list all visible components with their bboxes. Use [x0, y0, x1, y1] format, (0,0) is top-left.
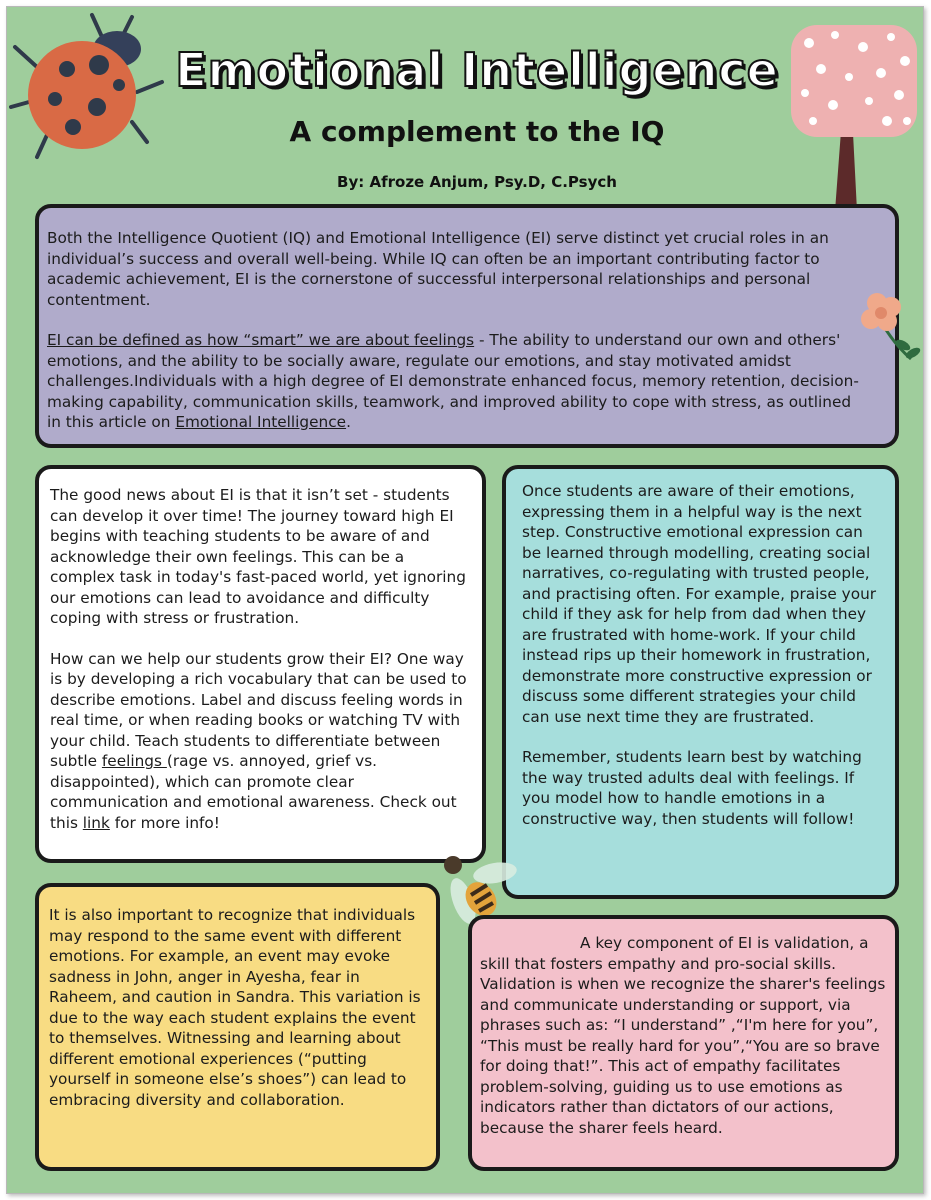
expression-paragraph: Once students are aware of their emotions, expressing them in a helpful way is the next step. Constructive emotional expression can be learned through modelling, creating social narratives, co-regulating with trusted people, and practising often. For example, praise your child if they ask for help from dad when they are frustrated with home-work. If your child instead rips up their homework in frustration, demonstrate more constructive expression or discuss some different strategies your child can use next time they are frustrated. — [522, 482, 877, 726]
intro-definition-paragraph: EI can be defined as how “smart” we are about feelings - The ability to understand our own and others' emotions, and the ability to be socially aware, regulate our emotions, and stay motivated amidst challenges.Individuals with a high degree of EI demonstrate enhanced focus, memory retention, decision-making capability, communication skills, teamwork, and improved ability to cope with stress, as outlined in this article on Emotional Intelligence. — [47, 331, 859, 431]
page-subtitle: A complement to the IQ — [289, 115, 665, 148]
feelings-link[interactable]: feelings — [101, 752, 167, 770]
different-emotions-box — [35, 883, 440, 1171]
different-emotions-paragraph: It is also important to recognize that individuals may respond to the same event with different emotions. For example, an event may evoke sadness in John, anger in Ayesha, fear in Raheem, and caution in Sandra. This variation is due to the way each student explains the event to themselves. Witnessing and learning about different emotional experiences (“putting yourself in someone else’s shoes”) can lead to embracing diversity and collaboration. — [49, 906, 421, 1109]
vocabulary-paragraph: How can we help our students grow their EI? One way is by developing a rich vocabulary that can be used to describe emotions. Label and discuss feeling words in real time, or when reading books or watching TV with your child. Teach students to differentiate between subtle feelings (rage vs. annoyed, grief vs. disappointed), which can promote clear communication and emotional awareness. Check out this link for more info! — [50, 649, 467, 832]
intro-paragraph: Both the Intelligence Quotient (IQ) and Emotional Intelligence (EI) serve distinct yet crucial roles in an individual’s success and overall well-being. While IQ can often be an important contributing factor to academic achievement, EI is the cornerstone of successful interpersonal relationships and personal contentment. — [47, 229, 829, 309]
newsletter-page — [6, 6, 924, 1194]
intro-box — [35, 204, 899, 448]
ei-definition-link[interactable]: EI can be defined as how “smart” we are about feelings — [47, 331, 475, 349]
flower-icon — [855, 285, 924, 375]
expression-box — [502, 465, 899, 899]
validation-box — [468, 915, 899, 1171]
ladybug-icon — [7, 7, 177, 177]
validation-paragraph: A key component of EI is validation, a skill that fosters empathy and pro-social skills. Validation is when we recognize the sharer's feelings and communicate understanding or support, via phrases such as: “I understand” ,“I'm here for you”, “This must be really hard for you”,“You are so brave for doing that!”. This act of empathy facilitates problem-solving, guiding us to use emotions as indicators rather than dictators of our actions, because the sharer feels heard. — [480, 934, 886, 1137]
emotional-intelligence-link[interactable]: Emotional Intelligence — [175, 413, 347, 431]
develop-ei-box — [35, 465, 486, 863]
modelling-paragraph: Remember, students learn best by watching the way trusted adults deal with feelings. If you model how to handle emotions in a constructive way, then students will follow! — [522, 748, 862, 828]
develop-ei-paragraph: The good news about EI is that it isn’t set - students can develop it over time! The journey toward high EI begins with teaching students to be aware of and acknowledge their own feelings. This can be a complex task in today's fast-paced world, yet ignoring our emotions can lead to avoidance and difficulty coping with stress or frustration. — [50, 486, 466, 627]
tree-icon — [787, 21, 923, 211]
page-title: Emotional Intelligence — [175, 43, 779, 97]
author-byline: By: Afroze Anjum, Psy.D, C.Psych — [337, 173, 617, 191]
more-info-link[interactable]: link — [82, 813, 110, 832]
